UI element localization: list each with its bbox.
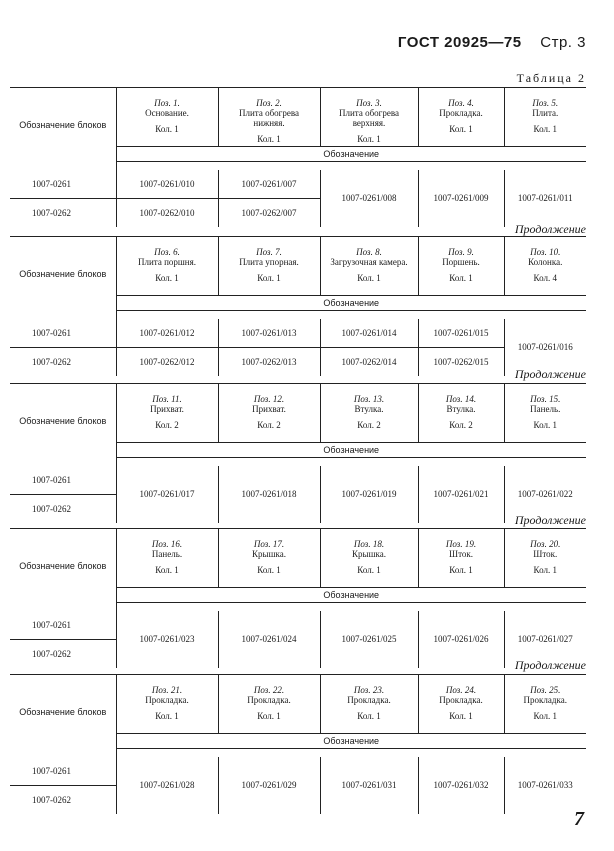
spec-table [10, 674, 586, 814]
position-qty: Кол. 2 [257, 420, 281, 430]
part-code: 1007-0261/033 [517, 780, 573, 790]
position-qty: Кол. 1 [533, 124, 557, 134]
spacer-cell [10, 162, 116, 170]
block-code: 1007-0261 [10, 170, 116, 199]
position-label: Поз. 25. Прокладка. [523, 685, 567, 705]
part-code: 1007-0261/027 [517, 634, 573, 644]
spacer-cell [116, 603, 586, 611]
table-header-row [10, 675, 586, 734]
position-qty: Кол. 1 [155, 273, 179, 283]
position-header [116, 675, 218, 734]
position-qty: Кол. 1 [257, 711, 281, 721]
position-qty: Кол. 1 [357, 565, 381, 575]
spacer-cell [116, 162, 586, 170]
spacer-cell [116, 311, 586, 319]
block-designation-header: Обозначение блоков [10, 237, 116, 311]
designation-subheader: Обозначение [116, 588, 586, 603]
spec-table [10, 87, 586, 227]
block-designation-header: Обозначение блоков [10, 384, 116, 458]
block-code: 1007-0261 [10, 611, 116, 640]
continuation-label: Продолжение [514, 513, 586, 527]
position-header [320, 384, 418, 443]
position-header [418, 384, 504, 443]
position-qty: Кол. 1 [533, 565, 557, 575]
spacer-cell [10, 311, 116, 319]
position-label: Поз. 20. Шток. [530, 539, 561, 559]
table-header-row [10, 529, 586, 588]
spacer-cell [116, 749, 586, 757]
standard-title: ГОСТ 20925—75 [397, 34, 522, 51]
spec-table [10, 528, 586, 668]
position-header [504, 529, 586, 588]
spacer-cell [10, 749, 116, 757]
position-label: Поз. 5. Плита. [532, 98, 559, 118]
position-qty: Кол. 4 [533, 273, 557, 283]
position-qty: Кол. 1 [533, 420, 557, 430]
part-code: 1007-0261/032 [418, 757, 504, 814]
table-header-row [10, 88, 586, 147]
position-qty: Кол. 2 [449, 420, 473, 430]
part-code: 1007-0261/017 [116, 466, 218, 523]
position-label: Поз. 8. Загрузочная камера. [330, 247, 408, 267]
part-code: 1007-0262/010 [116, 198, 218, 227]
position-header [504, 237, 586, 296]
table-header-row [10, 384, 586, 443]
position-label: Поз. 16. Панель. [151, 539, 183, 559]
part-code: 1007-0261/022 [517, 489, 573, 499]
position-qty: Кол. 1 [357, 711, 381, 721]
spacer-cell [116, 458, 586, 466]
spacer-row [10, 749, 586, 757]
position-header [418, 675, 504, 734]
part-code: 1007-0261/013 [218, 319, 320, 348]
part-code: 1007-0261/029 [218, 757, 320, 814]
position-qty: Кол. 1 [449, 273, 473, 283]
position-qty: Кол. 2 [357, 420, 381, 430]
position-label: Поз. 1. Основание. [145, 98, 189, 118]
block-code: 1007-0261 [10, 466, 116, 495]
part-code: 1007-0261/025 [320, 611, 418, 668]
position-qty: Кол. 2 [155, 420, 179, 430]
position-label: Поз. 12. Прихват. [252, 394, 286, 414]
position-qty: Кол. 1 [257, 565, 281, 575]
position-label: Поз. 11. Прихват. [150, 394, 184, 414]
part-code: 1007-0261/009 [418, 170, 504, 227]
position-qty: Кол. 1 [257, 134, 281, 144]
document-header [398, 34, 586, 51]
position-header [218, 675, 320, 734]
block-code: 1007-0262 [10, 198, 116, 227]
folio-number: 7 [574, 808, 584, 830]
table-label: Таблица 2 [516, 71, 586, 85]
block-code: 1007-0262 [10, 494, 116, 523]
position-qty: Кол. 1 [449, 124, 473, 134]
continuation-label: Продолжение [514, 658, 586, 672]
block-code: 1007-0261 [10, 319, 116, 348]
part-code: 1007-0261/024 [218, 611, 320, 668]
part-code: 1007-0262/012 [116, 347, 218, 376]
position-label: Поз. 6. Плита поршня. [137, 247, 197, 267]
block-code: 1007-0262 [10, 785, 116, 814]
position-header [418, 88, 504, 147]
table-row [10, 347, 586, 376]
position-header [218, 237, 320, 296]
block-designation-header: Обозначение блоков [10, 675, 116, 749]
part-code: 1007-0261/019 [320, 466, 418, 523]
part-code: 1007-0261/008 [320, 170, 418, 227]
position-qty: Кол. 1 [449, 565, 473, 575]
position-qty: Кол. 1 [449, 711, 473, 721]
position-label: Поз. 2. Плита обогрева нижняя. [239, 98, 299, 128]
position-label: Поз. 3. Плита обогрева верхняя. [339, 98, 399, 128]
part-code: 1007-0261/010 [116, 170, 218, 199]
position-qty: Кол. 1 [155, 124, 179, 134]
position-header [504, 384, 586, 443]
spacer-row [10, 311, 586, 319]
part-code: 1007-0261/012 [116, 319, 218, 348]
part-code: 1007-0262/015 [418, 347, 504, 376]
table-row [10, 170, 586, 199]
part-code: 1007-0262/014 [320, 347, 418, 376]
position-header [116, 88, 218, 147]
continuation-label: Продолжение [514, 222, 586, 236]
position-label: Поз. 17. Крышка. [252, 539, 286, 559]
designation-subheader: Обозначение [116, 443, 586, 458]
block-designation-header: Обозначение блоков [10, 529, 116, 603]
position-header [218, 384, 320, 443]
part-code: 1007-0261/014 [320, 319, 418, 348]
spacer-cell [10, 458, 116, 466]
position-label: Поз. 7. Плита упорная. [239, 247, 299, 267]
spacer-cell [10, 603, 116, 611]
spacer-row [10, 603, 586, 611]
position-label: Поз. 9. Поршень. [442, 247, 480, 267]
part-code: 1007-0261/011 [517, 193, 573, 203]
designation-subheader: Обозначение [116, 734, 586, 749]
position-label: Поз. 13. Втулка. [353, 394, 385, 414]
position-label: Поз. 14. Втулка. [445, 394, 477, 414]
position-header [320, 237, 418, 296]
part-code: 1007-0261/026 [418, 611, 504, 668]
designation-subheader: Обозначение [116, 296, 586, 311]
part-code: 1007-0261/015 [418, 319, 504, 348]
position-qty: Кол. 1 [155, 565, 179, 575]
position-header [116, 529, 218, 588]
position-header [418, 237, 504, 296]
position-header [504, 88, 586, 147]
position-label: Поз. 10. Колонка. [528, 247, 563, 267]
part-code: 1007-0261/023 [116, 611, 218, 668]
part-code: 1007-0261/018 [218, 466, 320, 523]
table-row [10, 757, 586, 786]
position-qty: Кол. 1 [357, 273, 381, 283]
position-header [218, 529, 320, 588]
block-designation-header: Обозначение блоков [10, 88, 116, 162]
part-code: 1007-0261/031 [320, 757, 418, 814]
table-row [10, 466, 586, 495]
position-qty: Кол. 1 [257, 273, 281, 283]
position-qty: Кол. 1 [357, 134, 381, 144]
table-row [10, 319, 586, 348]
spacer-row [10, 162, 586, 170]
position-header [504, 675, 586, 734]
position-header [418, 529, 504, 588]
position-header [116, 384, 218, 443]
position-label: Поз. 24. Прокладка. [439, 685, 483, 705]
designation-subheader: Обозначение [116, 147, 586, 162]
position-label: Поз. 19. Шток. [445, 539, 477, 559]
position-header [320, 88, 418, 147]
position-label: Поз. 23. Прокладка. [347, 685, 391, 705]
part-code: 1007-0261/021 [418, 466, 504, 523]
position-label: Поз. 18. Крышка. [352, 539, 386, 559]
position-qty: Кол. 1 [155, 711, 179, 721]
block-code: 1007-0261 [10, 757, 116, 786]
position-qty: Кол. 1 [533, 711, 557, 721]
part-code: 1007-0261/028 [116, 757, 218, 814]
position-header [320, 675, 418, 734]
position-header [320, 529, 418, 588]
table-row [10, 611, 586, 640]
position-header [116, 237, 218, 296]
block-code: 1007-0262 [10, 347, 116, 376]
part-code: 1007-0261/016 [517, 342, 573, 352]
spec-table [10, 383, 586, 523]
spacer-row [10, 458, 586, 466]
position-label: Поз. 4. Прокладка. [439, 98, 483, 118]
part-code: 1007-0262/013 [218, 347, 320, 376]
spec-table [10, 236, 586, 376]
table-header-row [10, 237, 586, 296]
block-code: 1007-0262 [10, 639, 116, 668]
position-label: Поз. 22. Прокладка. [247, 685, 291, 705]
part-code: 1007-0262/007 [218, 198, 320, 227]
position-label: Поз. 21. Прокладка. [145, 685, 189, 705]
position-header [218, 88, 320, 147]
position-label: Поз. 15. Панель. [530, 394, 561, 414]
page-number: Стр. 3 [540, 34, 586, 51]
continuation-label: Продолжение [514, 367, 586, 381]
part-code: 1007-0261/007 [218, 170, 320, 199]
